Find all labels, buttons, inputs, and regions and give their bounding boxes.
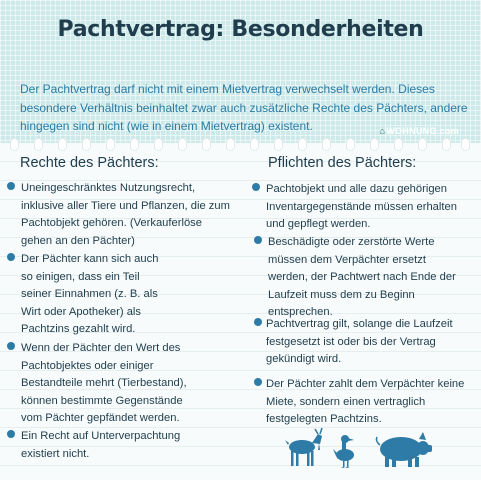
binder-ring [106, 138, 115, 151]
duties-item: Der Pächter zahlt dem Verpächter keine Miete, sondern einen vertraglich festgelegten Pachtzins. [266, 378, 465, 425]
binder-ring [226, 138, 235, 151]
binder-ring [250, 138, 259, 151]
binder-ring [58, 138, 67, 151]
binder-ring [82, 138, 91, 151]
binder-ring [298, 138, 307, 151]
goat-icon [285, 428, 322, 466]
binder-ring [394, 138, 403, 151]
binder-ring [322, 138, 331, 151]
pig-icon [376, 432, 432, 467]
binder-ring [202, 138, 211, 151]
brand-label: WOHNUNG.com [386, 126, 459, 136]
intro-text: Der Pachtvertrag darf nicht mit einem Mietvertrag verwechselt werden. Dieses besondere Verhältnis beinhaltet zwar auch zusätzliche Rechte des Pächters, andere hingegen sind nicht (wie in einem Mietvertrag) existent. [20, 82, 468, 133]
rights-heading: Rechte des Pächters: [20, 155, 159, 171]
rights-item: Ein Recht auf Unterverpachtung existiert nicht. [21, 430, 181, 460]
binder-ring [154, 138, 163, 151]
duties-item: Pachtobjekt und alle dazu gehörigen Inventargegenstände müssen erhalten und gepflegt werden. [266, 183, 457, 230]
duties-item: Beschädigte oder zerstörte Werte müssen dem Verpächter ersetzt werden, der Pachtwert nach Ende der Laufzeit muss dem zu Beginn entsprechen. [268, 236, 456, 318]
bullet-dot [7, 342, 15, 350]
bullet-dot [7, 182, 15, 190]
brand-logo [379, 126, 459, 136]
rights-item: Wenn der Pächter den Wert des Pachtobjektes oder einiger Bestandteile mehrt (Tierbestand), können bestimmte Gegenstände vom Pächter gepfändet werden. [21, 342, 187, 424]
house-icon: ⌂ [379, 126, 386, 136]
duck-icon [333, 435, 354, 468]
bullet-dot [254, 236, 262, 244]
binder-rings [10, 138, 470, 152]
binder-ring [418, 138, 427, 151]
binder-ring [10, 138, 19, 151]
binder-ring [461, 138, 470, 151]
bullet-dot [252, 183, 260, 191]
binder-ring [442, 138, 451, 151]
binder-ring [130, 138, 139, 151]
rights-item: Uneingeschränktes Nutzungsrecht, inklusive aller Tiere und Pflanzen, die zum Pachtobjekt gehören. (Verkauferlöse gehen an den Pächter) [21, 182, 230, 247]
binder-ring [346, 138, 355, 151]
duties-item: Pachtvertrag gilt, solange die Laufzeit festgesetzt ist oder bis der Vertrag gekündigt wird. [266, 318, 453, 365]
bullet-dot [254, 378, 262, 386]
binder-ring [370, 138, 379, 151]
binder-ring [178, 138, 187, 151]
page-title: Pachtvertrag: Besonderheiten [57, 17, 424, 42]
duties-heading: Pflichten des Pächters: [268, 155, 417, 171]
rights-item: Der Pächter kann sich auch so einigen, dass ein Teil seiner Einnahmen (z. B. als Wirt oder Apotheker) als Pachtzins gezahlt wird. [21, 253, 159, 335]
bullet-dot [7, 253, 15, 261]
bullet-dot [7, 430, 15, 438]
binder-ring [34, 138, 43, 151]
bullet-dot [254, 318, 262, 326]
binder-ring [274, 138, 283, 151]
farm-animals-illustration [282, 428, 442, 470]
